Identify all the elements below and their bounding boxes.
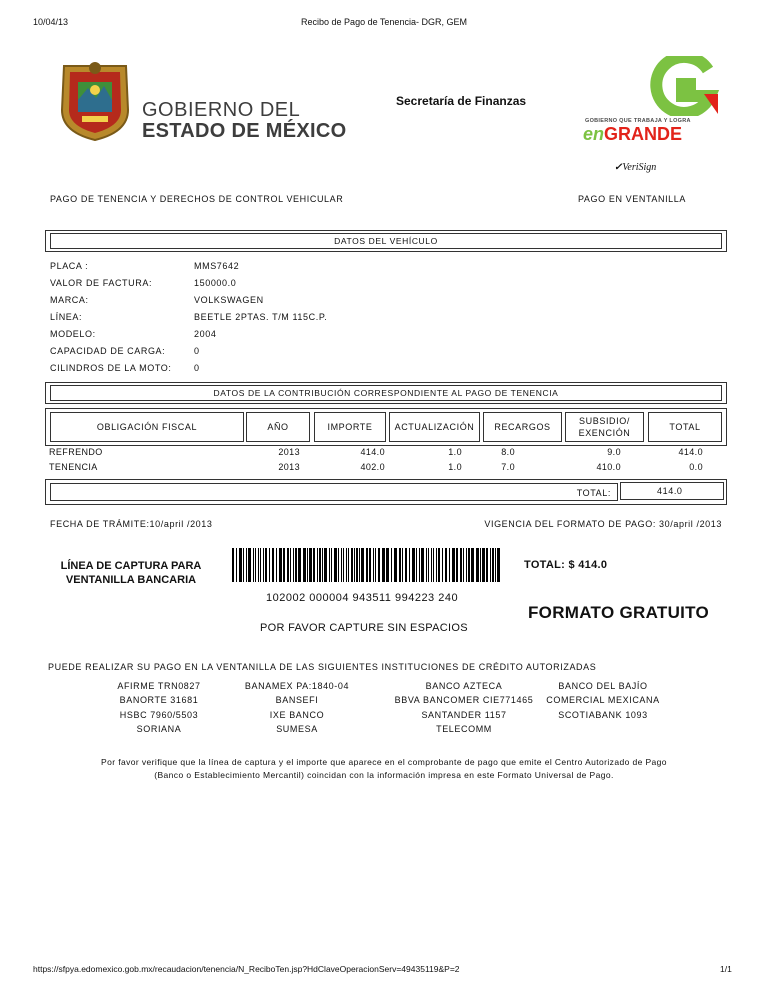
barcode-bar [466,548,467,582]
cell-importe: 414.0 [360,447,385,457]
barcode-bar [375,548,376,582]
engrande-logo-icon [638,56,720,116]
barcode-bar [445,548,447,582]
field-label-factura: VALOR DE FACTURA: [50,278,153,288]
contribution-section-inner [50,385,722,401]
formato-gratuito: FORMATO GRATUITO [528,603,710,622]
barcode-bar [265,548,267,582]
barcode-bar [471,548,474,582]
contribution-section-box [45,382,727,404]
cell-anio: 2013 [278,462,300,472]
gov-name-line2: ESTADO DE MÉXICO [142,120,347,142]
verisign-check-icon: ✓ [614,162,623,173]
cell-actualizacion: 1.0 [448,447,462,457]
engrande-grande: GRANDE [604,124,683,144]
total-box [45,479,727,505]
total-label: TOTAL: [576,488,611,498]
barcode-bar [313,548,315,582]
barcode-bar [369,548,371,582]
barcode-bar [236,548,237,582]
field-value-carga: 0 [194,346,200,356]
fecha-tramite: FECHA DE TRÁMITE:10/april /2013 [50,519,213,529]
capture-label-line2: VENTANILLA BANCARIA [65,574,197,586]
barcode-bar [298,548,301,582]
th-importe: IMPORTE [314,412,386,442]
barcode-bar [382,548,385,582]
bank-item: SUMESA [276,724,318,734]
cell-subsidio: 410.0 [596,462,621,472]
barcode-bar [334,548,337,582]
bank-item: COMERCIAL MEXICANA [546,695,660,705]
print-title: Recibo de Pago de Tenencia- DGR, GEM [301,17,467,27]
engrande-en: en [583,124,605,144]
barcode-bar [279,548,282,582]
barcode-bar [436,548,437,582]
print-date: 10/04/13 [33,17,69,27]
barcode-bar [248,548,251,582]
total-label-cell [50,483,618,501]
cell-total: 0.0 [689,462,703,472]
field-value-modelo: 2004 [194,329,217,339]
bank-item: IXE BANCO [269,710,325,720]
barcode-bar [354,548,355,582]
barcode-bar [495,548,496,582]
th-actualizacion: ACTUALIZACIÓN [389,412,480,442]
barcode-bar [412,548,415,582]
engrande-slogan: GOBIERNO QUE TRABAJA Y LOGRA [585,118,691,124]
capture-number: 102002 000004 943511 994223 240 [266,592,459,604]
barcode-bar [438,548,440,582]
barcode-bar [359,548,360,582]
barcode [230,548,508,582]
cell-actualizacion: 1.0 [448,462,462,472]
barcode-bar [426,548,427,582]
barcode-bar [239,548,242,582]
cell-total: 414.0 [678,447,703,457]
barcode-bar [317,548,318,582]
barcode-bar [373,548,374,582]
barcode-bar [378,548,380,582]
barcode-bar [329,548,330,582]
barcode-bar [476,548,479,582]
vehicle-section-inner [50,233,722,249]
barcode-bar [346,548,347,582]
field-label-placa: PLACA : [50,261,89,271]
capture-instruction: POR FAVOR CAPTURE SIN ESPACIOS [260,622,468,634]
field-value-factura: 150000.0 [194,278,237,288]
footer-page: 1/1 [720,964,732,974]
secretaria-title: Secretaría de Finanzas [396,94,527,108]
th-anio: AÑO [246,412,310,442]
bank-item: TELECOMM [436,724,492,734]
barcode-bar [303,548,306,582]
barcode-bar [232,548,234,582]
barcode-bar [348,548,349,582]
barcode-bar [456,548,458,582]
barcode-bar [452,548,455,582]
barcode-bar [492,548,494,582]
verification-notice [0,756,768,782]
field-value-placa: MMS7642 [194,261,240,271]
notice-line2: (Banco o Establecimiento Mercantil) coincidan con la información impresa en este Formato Universal de Pago. [154,770,614,780]
barcode-bar [497,548,500,582]
barcode-bar [272,548,274,582]
barcode-bar [391,548,392,582]
barcode-bar [482,548,485,582]
barcode-bar [468,548,470,582]
barcode-bar [295,548,297,582]
barcode-bar [463,548,464,582]
cell-obligacion: TENENCIA [49,462,98,472]
barcode-bar [486,548,488,582]
field-label-linea: LÍNEA: [50,312,83,322]
banks-title: PUEDE REALIZAR SU PAGO EN LA VENTANILLA DE LAS SIGUIENTES INSTITUCIONES DE CRÉDITO AUTORIZADAS [48,662,597,672]
barcode-bar [290,548,291,582]
barcode-bar [409,548,410,582]
barcode-bar [356,548,358,582]
contribution-section-title: DATOS DE LA CONTRIBUCIÓN CORRESPONDIENTE AL PAGO DE TENENCIA [213,388,559,398]
barcode-bar [322,548,323,582]
barcode-bar [421,548,424,582]
barcode-bar [343,548,344,582]
bank-item: SANTANDER 1157 [421,710,507,720]
bank-item: BBVA BANCOMER CIE771465 [394,695,534,705]
field-value-linea: BEETLE 2PTAS. T/M 115C.P. [194,312,328,322]
barcode-bar [490,548,491,582]
total-value: 414.0 [657,486,683,496]
state-seal-icon [56,60,134,142]
contribution-table-header [45,408,727,446]
field-label-marca: MARCA: [50,295,89,305]
barcode-bar [307,548,308,582]
barcode-bar [246,548,247,582]
bank-item: BANAMEX PA:1840-04 [244,681,350,691]
bank-item: BANCO DEL BAJÍO [558,681,648,691]
field-value-marca: VOLKSWAGEN [194,295,264,305]
barcode-bar [433,548,434,582]
bank-item: SCOTIABANK 1093 [558,710,648,720]
barcode-bar [405,548,407,582]
barcode-bar [442,548,443,582]
bank-item: BANCO AZTECA [425,681,503,691]
vehicle-section-box [45,230,727,252]
vehicle-section-title: DATOS DEL VEHÍCULO [334,236,438,246]
bank-item: AFIRME TRN0827 [117,681,201,691]
barcode-bar [402,548,403,582]
bank-item: BANSEFI [275,695,319,705]
barcode-bar [419,548,420,582]
capture-label-line1: LÍNEA DE CAPTURA PARA [60,560,202,572]
barcode-bar [258,548,259,582]
barcode-bar [480,548,481,582]
barcode-bar [338,548,339,582]
barcode-bar [243,548,244,582]
barcode-bar [260,548,261,582]
cell-subsidio: 9.0 [607,447,621,457]
barcode-bar [386,548,389,582]
barcode-bar [287,548,289,582]
cell-recargos: 8.0 [501,447,515,457]
gov-name-line1: GOBIERNO DEL [142,99,301,121]
field-label-modelo: MODELO: [50,329,96,339]
capture-total: TOTAL: $ 414.0 [524,559,608,571]
field-label-carga: CAPACIDAD DE CARGA: [50,346,166,356]
barcode-bar [428,548,429,582]
verisign-logo [614,162,656,173]
doc-title: PAGO DE TENENCIA Y DERECHOS DE CONTROL VEHICULAR [50,194,344,204]
notice-line1: Por favor verifique que la línea de captura y el importe que aparece en el comprobante de pago que emite el Centro Autorizado de Pago [101,757,667,767]
barcode-bar [324,548,327,582]
field-label-cilindros: CILINDROS DE LA MOTO: [50,363,172,373]
cell-anio: 2013 [278,447,300,457]
th-subsidio: SUBSIDIO/ EXENCIÓN [565,412,644,442]
barcode-bar [366,548,368,582]
barcode-bar [331,548,332,582]
th-recargos: RECARGOS [483,412,562,442]
barcode-bar [460,548,462,582]
capture-label [46,559,216,587]
bank-item: BANORTE 31681 [119,695,199,705]
barcode-bar [309,548,312,582]
th-obligacion: OBLIGACIÓN FISCAL [50,412,244,442]
bank-item: SORIANA [136,724,182,734]
footer-url[interactable]: https://sfpya.edomexico.gob.mx/recaudacion/tenencia/N_ReciboTen.jsp?HdClaveOperacionServ=49435119&P=2 [33,964,460,974]
barcode-bar [269,548,270,582]
barcode-bar [351,548,353,582]
barcode-bar [293,548,294,582]
barcode-bar [253,548,254,582]
barcode-bar [394,548,397,582]
total-value-cell [620,482,724,500]
barcode-bar [361,548,364,582]
barcode-bar [449,548,450,582]
barcode-bar [255,548,256,582]
cell-obligacion: REFRENDO [49,447,103,457]
bank-item: HSBC 7960/5503 [119,710,199,720]
barcode-bar [283,548,285,582]
barcode-bar [341,548,342,582]
barcode-bar [431,548,432,582]
cell-importe: 402.0 [360,462,385,472]
payment-mode: PAGO EN VENTANILLA [578,194,686,204]
field-value-cilindros: 0 [194,363,200,373]
engrande-wordmark [583,124,682,145]
th-total: TOTAL [648,412,722,442]
verisign-text: VeriSign [622,162,657,173]
vigencia-formato: VIGENCIA DEL FORMATO DE PAGO: 30/april /2013 [484,519,722,529]
barcode-bar [399,548,401,582]
barcode-bar [319,548,321,582]
barcode-bar [276,548,277,582]
barcode-bar [263,548,264,582]
cell-recargos: 7.0 [501,462,515,472]
barcode-bar [416,548,417,582]
